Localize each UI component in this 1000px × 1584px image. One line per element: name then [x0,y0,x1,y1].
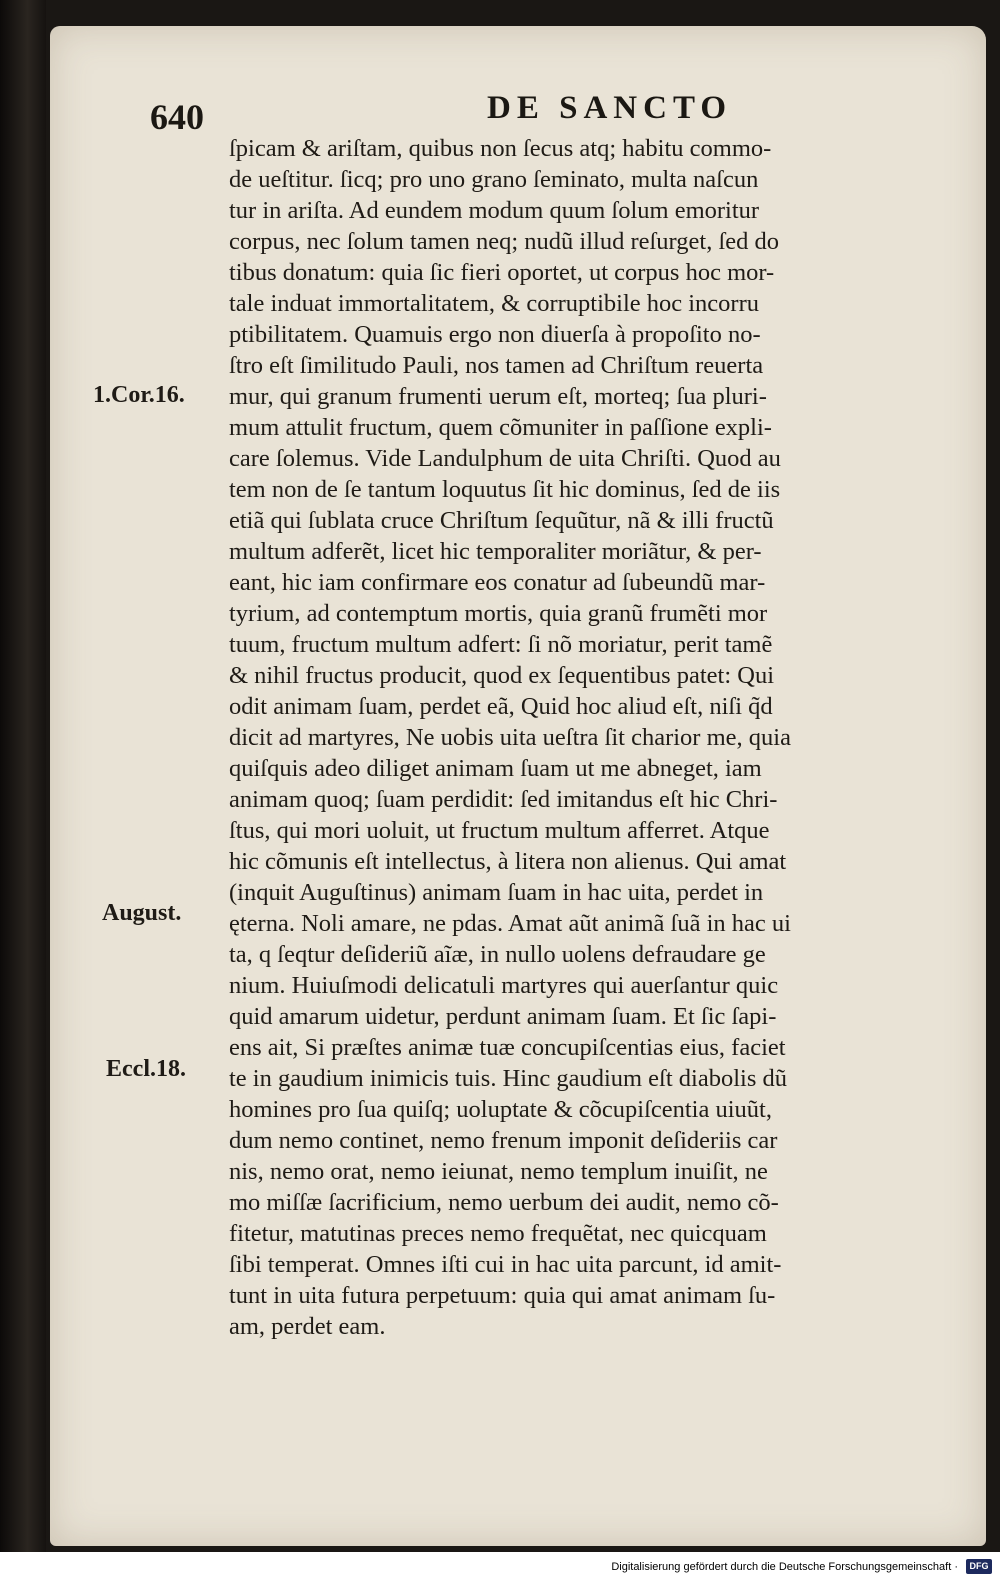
margin-note-cor: 1.Cor.16. [93,382,185,408]
page-number: 640 [150,97,204,137]
text-line: tyrium, ad contemptum mortis, quia granũ frumẽti mor [229,600,768,627]
text-line: tur in ariſta. Ad eundem modum quum ſolum emoritur [229,197,760,224]
text-line: te in gaudium inimicis tuis. Hinc gaudium eſt diabolis dũ [229,1065,787,1092]
text-line: mo miſſæ ſacrificium, nemo uerbum dei audit, nemo cõ- [229,1189,779,1216]
text-line: mum attulit fructum, quem cõmuniter in paſſione expli- [229,414,772,441]
text-line: tibus donatum: quia ſic fieri oportet, ut corpus hoc mor- [229,259,775,286]
text-line: & nihil fructus producit, quod ex ſequentibus patet: Qui [229,662,775,689]
text-line: dum nemo continet, nemo frenum imponit deſideriis car [229,1127,778,1154]
text-line: ens ait, Si præſtes animæ tuæ concupiſcentias eius, faciet [229,1034,786,1061]
dfg-logo: DFG [966,1559,992,1574]
text-line: ſpicam & ariſtam, quibus non ſecus atq; habitu commo- [229,135,772,162]
text-line: care ſolemus. Vide Landulphum de uita Chriſti. Quod au [229,445,781,472]
text-line: tunt in uita futura perpetuum: quia qui amat animam ſu- [229,1282,776,1309]
text-line: etiã qui ſublata cruce Chriſtum ſequũtur, nã & illi fructũ [229,507,774,534]
text-line: quid amarum uidetur, perdunt animam ſuam. Et ſic ſapi- [229,1003,777,1030]
funding-credit: Digitalisierung gefördert durch die Deutsche Forschungsgemeinschaft · [611,1561,958,1573]
text-line: ſtus, qui mori uoluit, ut fructum multum afferret. Atque [229,817,770,844]
text-line: tem non de ſe tantum loquutus ſit hic dominus, ſed de iis [229,476,781,503]
margin-note-eccl: Eccl.18. [106,1056,186,1082]
page-title: DE SANCTO [487,90,733,126]
text-line: quiſquis adeo diliget animam ſuam ut me abneget, iam [229,755,762,782]
text-line: homines pro ſua quiſq; uoluptate & cõcupiſcentia uiuũt, [229,1096,772,1123]
text-line: odit animam ſuam, perdet eã, Quid hoc aliud eſt, niſi q̃d [229,693,773,720]
book-spine [0,0,46,1552]
text-line: am, perdet eam. [229,1313,386,1340]
margin-note-august: August. [102,900,182,926]
footer-bar [0,1552,1000,1584]
body-text [229,133,939,1342]
text-line: ta, q ſeqtur deſideriũ aĩæ, in nullo uolens defraudare ge [229,941,766,968]
text-line: nis, nemo orat, nemo ieiunat, nemo templum inuiſit, ne [229,1158,768,1185]
text-line: dicit ad martyres, Ne uobis uita ueſtra ſit charior me, quia [229,724,791,751]
text-line: hic cõmunis eſt intellectus, à litera non alienus. Qui amat [229,848,787,875]
text-line: animam quoq; ſuam perdidit: ſed imitandus eſt hic Chri- [229,786,778,813]
text-line: tuum, fructum multum adfert: ſi nõ moriatur, perit tamẽ [229,631,773,658]
text-line: eant, hic iam confirmare eos conatur ad ſubeundũ mar- [229,569,766,596]
text-line: fitetur, matutinas preces nemo frequẽtat, nec quicquam [229,1220,767,1247]
text-line: ęterna. Noli amare, ne pdas. Amat aũt animã ſuã in hac ui [229,910,791,937]
text-line: (inquit Auguſtinus) animam ſuam in hac uita, perdet in [229,879,764,906]
text-line: mur, qui granum frumenti uerum eſt, morteq; ſua pluri- [229,383,767,410]
text-line: ſtro eſt ſimilitudo Pauli, nos tamen ad Chriſtum reuerta [229,352,764,379]
text-line: ſibi temperat. Omnes iſti cui in hac uita parcunt, id amit- [229,1251,782,1278]
text-line: tale induat immortalitatem, & corruptibile hoc incorru [229,290,759,317]
text-line: multum adferẽt, licet hic temporaliter moriãtur, & per- [229,538,762,565]
text-line: nium. Huiuſmodi delicatuli martyres qui auerſantur quic [229,972,779,999]
text-line: de ueſtitur. ſicq; pro uno grano ſeminato, multa naſcun [229,166,759,193]
text-line: corpus, nec ſolum tamen neq; nudũ illud reſurget, ſed do [229,228,779,255]
text-line: ptibilitatem. Quamuis ergo non diuerſa à propoſito no- [229,321,761,348]
